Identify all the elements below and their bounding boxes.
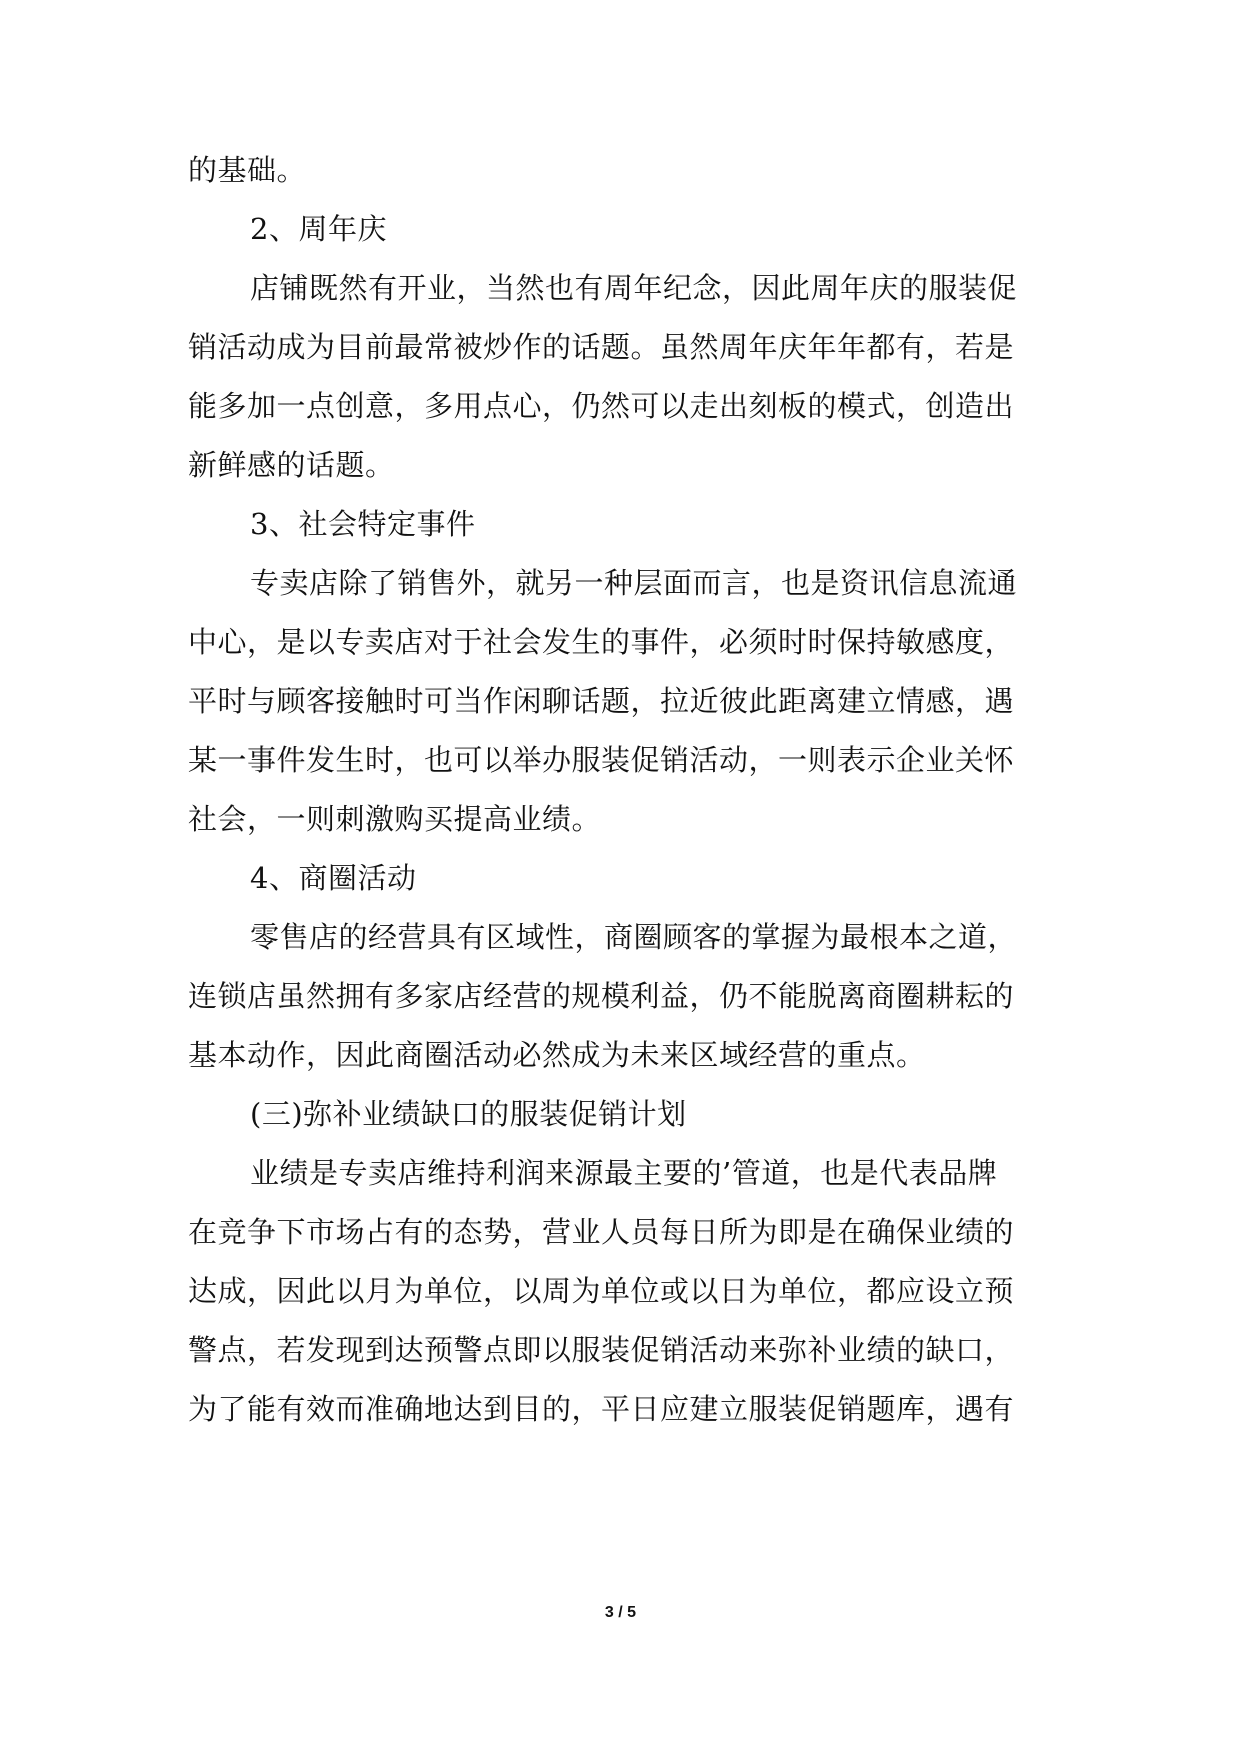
text-line: 的基础。	[188, 153, 307, 187]
text-line: 店铺既然有开业，当然也有周年纪念，因此周年庆的服装促	[250, 271, 1018, 305]
section-heading: (三)弥补业绩缺口的服装促销计划	[250, 1097, 687, 1131]
text-line: 能多加一点创意，多用点心，仍然可以走出刻板的模式，创造出	[188, 389, 1015, 423]
text-line: 社会，一则刺激购买提高业绩。	[188, 802, 602, 836]
text-line: 中心，是以专卖店对于社会发生的事件，必须时时保持敏感度，	[188, 625, 1015, 659]
text-line: 业绩是专卖店维持利润来源最主要的’管道，也是代表品牌	[250, 1156, 998, 1190]
text-line: 为了能有效而准确地达到目的，平日应建立服装促销题库，遇有	[188, 1392, 1015, 1426]
section-heading: 2、周年庆	[250, 212, 387, 246]
text-line: 连锁店虽然拥有多家店经营的规模利益，仍不能脱离商圈耕耘的	[188, 979, 1015, 1013]
section-heading: 3、社会特定事件	[250, 507, 476, 541]
page-number: 3 / 5	[604, 1604, 637, 1621]
text-line: 基本动作，因此商圈活动必然成为未来区域经营的重点。	[188, 1038, 926, 1072]
text-line: 新鲜感的话题。	[188, 448, 395, 482]
text-line: 平时与顾客接触时可当作闲聊话题，拉近彼此距离建立情感，遇	[188, 684, 1015, 718]
text-line: 在竞争下市场占有的态势，营业人员每日所为即是在确保业绩的	[188, 1215, 1015, 1249]
text-line: 零售店的经营具有区域性，商圈顾客的掌握为最根本之道，	[250, 920, 1018, 954]
text-line: 警点，若发现到达预警点即以服装促销活动来弥补业绩的缺口，	[188, 1333, 1015, 1367]
section-heading: 4、商圈活动	[250, 861, 417, 895]
text-line: 达成，因此以月为单位，以周为单位或以日为单位，都应设立预	[188, 1274, 1015, 1308]
text-line: 某一事件发生时，也可以举办服装促销活动，一则表示企业关怀	[188, 743, 1015, 777]
text-line: 专卖店除了销售外，就另一种层面而言，也是资讯信息流通	[250, 566, 1018, 600]
text-line: 销活动成为目前最常被炒作的话题。虽然周年庆年年都有，若是	[188, 330, 1015, 364]
